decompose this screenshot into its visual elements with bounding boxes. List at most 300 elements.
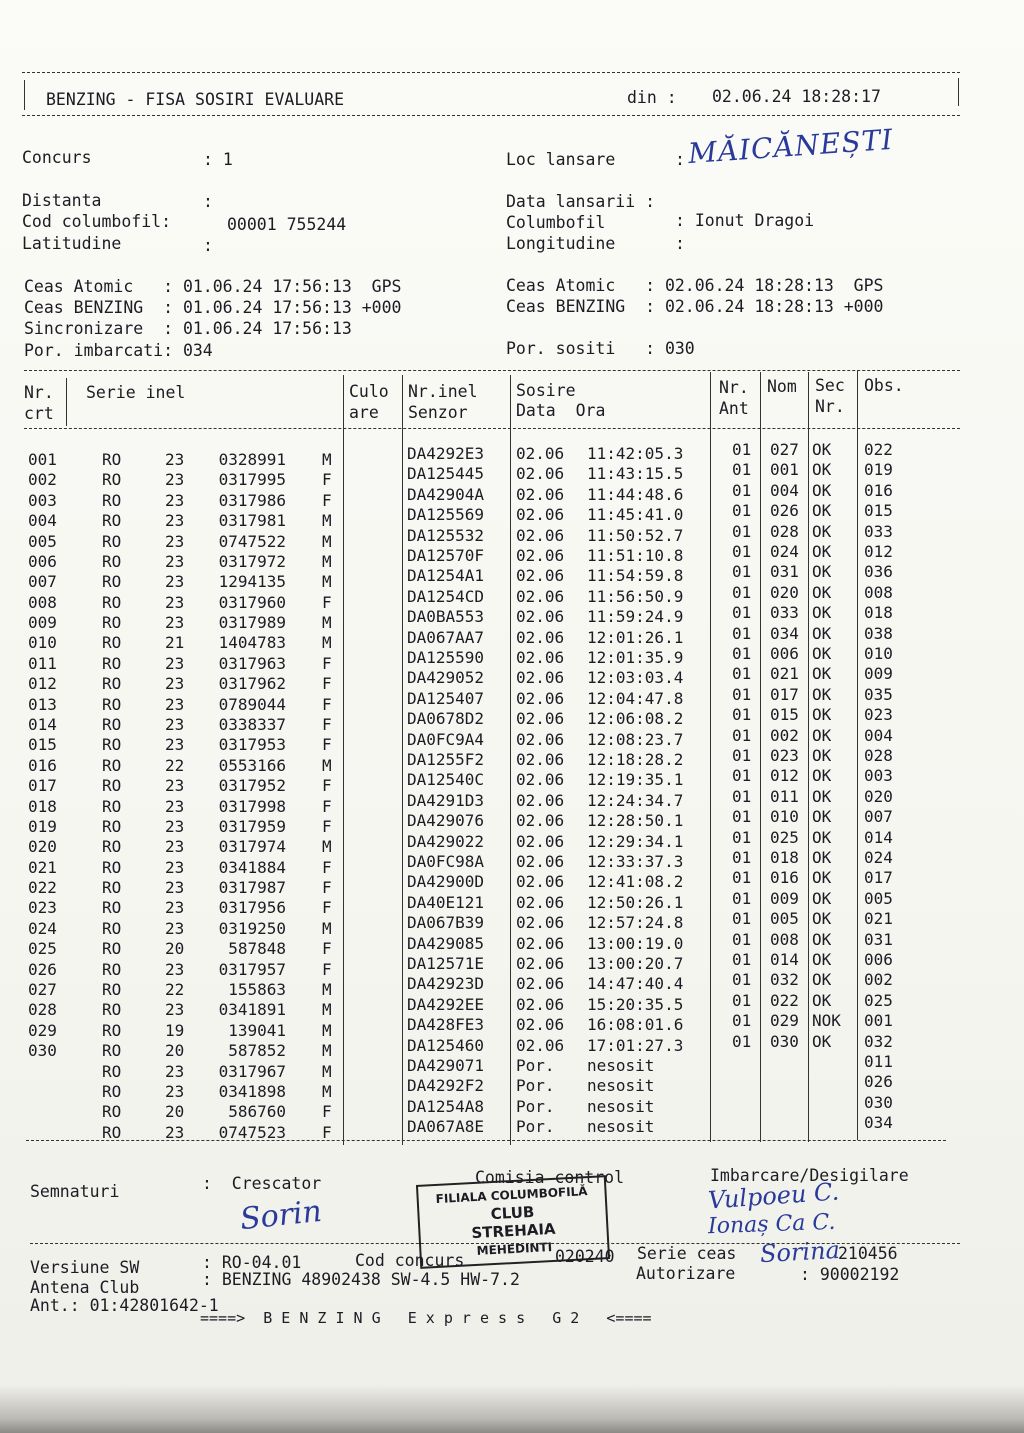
cell-country: RO [102,1041,122,1061]
cell-sec: OK [812,623,832,643]
cell-sex: F [322,959,332,979]
cell-date: 02.06 [516,1015,565,1035]
cell-sex: M [322,918,332,938]
cell-ant: 01 [732,725,752,745]
cell-country: RO [102,490,122,510]
cell-date: 02.06 [516,994,565,1014]
header-nr: Nr. [24,383,54,402]
cell-time: 11:42:05.3 [587,444,684,463]
cell-time: 13:00:20.7 [587,954,684,973]
cell-time: 12:01:35.9 [587,648,684,667]
table-bottom-rule [26,1140,946,1141]
cell-date: 02.06 [516,484,565,504]
cell-sex: F [322,694,332,714]
cell-crt: 008 [28,592,57,612]
cell-time: 11:44:48.6 [587,484,684,504]
cell-nom: 009 [770,888,799,908]
por-imbarcati: Por. imbarcati: 034 [24,341,213,360]
cell-ant: 01 [732,480,752,500]
cell-ring-number: 0317963 [218,653,286,673]
cell-time: 12:50:26.1 [587,892,684,912]
cell-nom: 006 [770,644,799,663]
cell-year: 20 [165,1102,185,1122]
cell-ring-number: 0317957 [218,959,286,979]
cell-sec: OK [812,480,832,500]
cell-year: 23 [165,959,185,979]
cell-ant: 01 [732,950,752,969]
header-bottom-rule [22,115,960,116]
cell-year: 23 [165,735,185,755]
header-serie-inel: Serie inel [86,383,186,402]
header-nom: Nom [767,377,797,396]
distanta-label: Distanta [22,191,102,210]
cell-nom: 021 [770,664,799,684]
cell-time: nesosit [587,1076,655,1096]
cell-country: RO [102,674,122,694]
cell-obs: 022 [864,440,893,459]
cell-sex: M [322,1020,332,1040]
cell-date: 02.06 [516,790,565,810]
cell-time: 12:06:08.2 [587,709,684,729]
cell-obs: 020 [864,786,893,806]
autorizare-value: : 90002192 [800,1265,900,1284]
cell-ring-number: 1294135 [218,572,286,592]
cell-sec: OK [812,990,832,1010]
cell-ring-number: 0341898 [218,1081,286,1101]
cell-crt: 020 [28,837,57,857]
cell-nom: 028 [770,521,799,541]
cell-senzor: DA125532 [407,525,485,545]
cell-nom: 008 [770,929,799,949]
header-sec-nr: Nr. [815,397,845,416]
cell-country: RO [102,511,122,531]
cell-time: 12:01:26.1 [587,627,684,647]
cell-crt: 007 [28,572,57,592]
cell-year: 23 [165,572,185,592]
cell-sex: F [322,939,332,959]
cell-country: RO [102,735,122,755]
cell-sec: OK [812,460,832,480]
cell-year: 23 [165,450,185,469]
cell-sex: M [322,1041,332,1061]
cell-nom: 027 [770,440,799,459]
cell-obs: 003 [864,766,893,786]
cell-senzor: DA12540C [407,770,485,790]
cell-obs: 018 [864,603,893,623]
cell-crt: 023 [28,898,57,918]
cell-year: 23 [165,918,185,938]
cell-ant: 01 [732,827,752,847]
cell-crt: 028 [28,1000,57,1020]
cell-time: 11:59:24.9 [587,607,684,627]
cell-nom: 012 [770,766,799,786]
cell-sec: OK [812,501,832,521]
cell-senzor: DA429022 [407,831,485,851]
cell-time: nesosit [587,1056,655,1075]
cell-nom: 016 [770,868,799,888]
cell-date: 02.06 [516,607,565,627]
cell-time: 12:57:24.8 [587,913,684,933]
ceas-benzing-left: Ceas BENZING : 01.06.24 17:56:13 +000 [24,298,402,317]
cell-sec: OK [812,929,832,949]
cell-time: 11:50:52.7 [587,525,684,545]
cell-date: Por. [516,1076,555,1096]
cell-crt: 014 [28,715,57,734]
cell-ant: 01 [732,888,752,908]
cell-sex: M [322,1000,332,1020]
cell-nom: 033 [770,603,799,623]
cell-date: 02.06 [516,668,565,688]
cell-sex: F [322,653,332,673]
cell-date: Por. [516,1096,555,1116]
cell-sec: OK [812,542,832,561]
cell-ant: 01 [732,501,752,521]
cell-crt: 027 [28,980,57,1000]
document-title: BENZING - FISA SOSIRI EVALUARE [46,90,345,109]
cell-ring-number: 0317956 [218,898,286,918]
cell-date: 02.06 [516,648,565,667]
cell-year: 23 [165,1081,185,1101]
cell-ring-number: 155863 [228,980,286,1000]
cell-obs: 038 [864,623,893,643]
cell-time: 11:54:59.8 [587,566,684,586]
cell-crt: 025 [28,939,57,959]
cell-crt: 019 [28,816,57,836]
cell-senzor: DA067B39 [407,913,485,933]
columbofil-label: Columbofil [506,213,606,232]
cell-year: 23 [165,592,185,612]
cell-sex: M [322,633,332,653]
cell-country: RO [102,572,122,592]
cell-nom: 011 [770,786,799,806]
cell-country: RO [102,715,122,734]
cell-sex: M [322,837,332,857]
cell-nom: 005 [770,909,799,929]
cell-sec: OK [812,746,832,765]
cell-date: Por. [516,1117,555,1137]
imbarcare-label: Imbarcare/Desigilare [710,1166,909,1185]
header-crt: crt [24,404,54,423]
header-left-border [24,80,25,110]
cell-ring-number: 0747523 [218,1122,286,1142]
cell-date: 02.06 [516,627,565,647]
cell-country: RO [102,816,122,836]
cell-country: RO [102,694,122,714]
cell-ant: 01 [732,684,752,704]
cell-ring-number: 0747522 [218,531,286,551]
cell-obs: 005 [864,888,893,908]
col-sep-crt [66,378,67,426]
cell-senzor: DA12570F [407,546,485,565]
cell-obs: 030 [864,1092,893,1112]
cell-ant: 01 [732,1031,752,1051]
cell-country: RO [102,796,122,816]
cell-sec: OK [812,684,832,704]
cell-crt: 015 [28,735,57,755]
cell-sec: OK [812,664,832,684]
cell-senzor: DA125407 [407,688,485,708]
cell-year: 19 [165,1020,185,1040]
header-top-rule [22,72,960,73]
cell-date: 02.06 [516,974,565,994]
cell-senzor: DA0678D2 [407,709,485,729]
cell-crt: 029 [28,1020,57,1040]
cell-date: 02.06 [516,729,565,749]
cell-crt: 017 [28,776,57,796]
cell-obs: 019 [864,460,893,480]
cell-senzor: DA0FC98A [407,852,485,871]
cell-sex: M [322,980,332,1000]
cell-ring-number: 0341884 [218,857,286,877]
cell-year: 23 [165,1122,185,1142]
cell-ring-number: 0317987 [218,878,286,898]
cell-year: 23 [165,511,185,531]
cell-crt: 021 [28,857,57,877]
cell-date: 02.06 [516,566,565,586]
cell-year: 23 [165,796,185,816]
cell-senzor: DA1254CD [407,586,485,606]
cell-ring-number: 0317981 [218,511,286,531]
cell-obs: 026 [864,1072,893,1092]
cell-obs: 011 [864,1052,893,1071]
cell-country: RO [102,959,122,979]
cell-country: RO [102,450,122,469]
por-sositi: Por. sositi : 030 [506,339,695,358]
cell-time: 11:45:41.0 [587,505,684,525]
cell-date: 02.06 [516,464,565,484]
cell-nom: 010 [770,807,799,827]
stamp-line-2: CLUB [490,1202,535,1224]
cell-obs: 034 [864,1113,893,1133]
cell-nom: 017 [770,684,799,704]
cell-time: 14:47:40.4 [587,974,684,994]
cell-year: 23 [165,551,185,571]
cell-ant: 01 [732,970,752,990]
cell-year: 20 [165,1041,185,1061]
data-lansarii-label: Data lansarii : [506,192,656,211]
cell-crt: 026 [28,959,57,979]
cell-ant: 01 [732,746,752,765]
cell-ring-number: 587848 [228,939,286,959]
cell-time: 12:41:08.2 [587,872,684,892]
cell-senzor: DA4292E3 [407,444,485,463]
cell-nom: 024 [770,542,799,561]
cell-country: RO [102,551,122,571]
cell-year: 22 [165,980,185,1000]
cod-concurs-value: 020240 [555,1247,615,1266]
cell-sex: F [322,715,332,734]
cell-ring-number: 0328991 [218,450,286,469]
cell-senzor: DA428FE3 [407,1015,485,1035]
cell-country: RO [102,613,122,633]
cell-ring-number: 0317952 [218,776,286,796]
cell-ring-number: 1404783 [218,633,286,653]
cell-ant: 01 [732,786,752,806]
cell-sec: OK [812,725,832,745]
cell-crt: 010 [28,633,57,653]
cell-ring-number: 0317967 [218,1061,286,1081]
cell-sec: OK [812,603,832,623]
cod-concurs-label: Cod concurs [355,1251,465,1270]
cell-year: 23 [165,776,185,796]
cell-senzor: DA125460 [407,1035,485,1055]
stamp-line-3: STREHAIA [470,1219,556,1243]
cell-senzor: DA429076 [407,811,485,831]
stamp-line-4: MEHEDINTI [476,1239,553,1258]
cell-senzor: DA42904A [407,484,485,504]
cell-country: RO [102,837,122,857]
cell-senzor: DA1254A1 [407,566,485,586]
cell-date: 02.06 [516,892,565,912]
crescator-label: : Crescator [202,1174,322,1193]
cell-ring-number: 586760 [228,1102,286,1122]
distanta-value: : [203,192,213,211]
cell-year: 23 [165,715,185,734]
cell-year: 23 [165,613,185,633]
cell-senzor: DA0BA553 [407,607,485,627]
cell-country: RO [102,1081,122,1101]
cell-sex: F [322,816,332,836]
cell-sec: OK [812,950,832,969]
cell-year: 22 [165,755,185,775]
loc-lansare-colon: : [675,150,685,169]
cell-date: 02.06 [516,505,565,525]
cell-obs: 007 [864,807,893,827]
cell-crt: 018 [28,796,57,816]
cell-senzor: DA4292F2 [407,1076,485,1096]
cell-ring-number: 0317962 [218,674,286,694]
cell-time: nesosit [587,1096,655,1116]
cell-time: 12:33:37.3 [587,852,684,871]
header-ant: Ant [719,399,749,418]
cell-sex: F [322,490,332,510]
cell-sex: M [322,1061,332,1081]
cell-sec: OK [812,705,832,725]
cell-country: RO [102,531,122,551]
latitudine-label: Latitudine [22,234,122,253]
cell-sex: F [322,898,332,918]
cell-obs: 015 [864,501,893,521]
cell-country: RO [102,653,122,673]
cell-sex: F [322,776,332,796]
cell-crt: 006 [28,551,57,571]
cell-obs: 023 [864,705,893,725]
cell-crt: 012 [28,674,57,694]
cell-ant: 01 [732,623,752,643]
serie-ceas-value: 210456 [838,1244,898,1263]
cell-time: 11:51:10.8 [587,546,684,565]
cell-nom: 023 [770,746,799,765]
cell-nom: 018 [770,848,799,867]
cell-nom: 029 [770,1011,799,1031]
cell-sex: M [322,1081,332,1101]
cell-obs: 002 [864,970,893,990]
versiune-value: : RO-04.01 [202,1253,302,1272]
cell-year: 23 [165,1061,185,1081]
din-label: din : [627,88,677,107]
cell-crt: 022 [28,878,57,898]
cell-obs: 012 [864,542,893,561]
longitudine-value: : [675,234,685,253]
cell-sec: OK [812,1031,832,1051]
latitudine-value: : [203,236,213,255]
cell-ring-number: 0317960 [218,592,286,612]
cell-country: RO [102,776,122,796]
cell-obs: 028 [864,746,893,765]
print-datetime: 02.06.24 18:28:17 [712,87,881,106]
cell-sec: OK [812,848,832,867]
cell-senzor: DA125590 [407,648,485,667]
cell-ring-number: 0317986 [218,490,286,510]
cell-nom: 032 [770,970,799,990]
cell-obs: 032 [864,1031,893,1051]
cell-ant: 01 [732,868,752,888]
cell-ant: 01 [732,440,752,459]
cell-obs: 024 [864,848,893,867]
cod-columbofil-value: 00001 755244 [227,215,347,234]
cell-date: 02.06 [516,750,565,769]
cell-ring-number: 0317953 [218,735,286,755]
cell-year: 23 [165,674,185,694]
cell-sex: F [322,1102,332,1122]
sincronizare: Sincronizare : 01.06.24 17:56:13 [24,319,352,338]
cell-date: 02.06 [516,770,565,790]
longitudine-label: Longitudine [506,234,616,253]
cell-country: RO [102,878,122,898]
cell-sex: F [322,878,332,898]
crescator-signature: Sorin [238,1193,324,1238]
cell-sec: OK [812,970,832,990]
cell-obs: 033 [864,521,893,541]
cell-country: RO [102,633,122,653]
cell-ring-number: 0317989 [218,613,286,633]
cell-senzor: DA429085 [407,933,485,953]
cell-crt: 005 [28,531,57,551]
cell-date: 02.06 [516,954,565,973]
cell-time: 13:00:19.0 [587,933,684,953]
ceas-benzing-right: Ceas BENZING : 02.06.24 18:28:13 +000 [506,297,884,316]
cell-ant: 01 [732,603,752,623]
cell-sex: M [322,531,332,551]
cell-ant: 01 [732,460,752,480]
cell-sex: M [322,613,332,633]
cell-country: RO [102,1020,122,1040]
cell-ring-number: 0553166 [218,755,286,775]
cell-ant: 01 [732,909,752,929]
cell-sec: OK [812,440,832,459]
cell-year: 23 [165,816,185,836]
versiune-label: Versiune SW [30,1258,140,1277]
columbofil-value: : Ionut Dragoi [675,211,815,230]
cell-date: 02.06 [516,831,565,851]
cell-ring-number: 0317974 [218,837,286,857]
cell-crt: 002 [28,470,57,490]
cell-year: 23 [165,837,185,857]
cell-crt: 024 [28,918,57,938]
cell-time: 12:08:23.7 [587,729,684,749]
cell-sec: OK [812,644,832,663]
antena-label: Antena Club [30,1278,140,1297]
cell-ring-number: 587852 [228,1041,286,1061]
cell-date: 02.06 [516,546,565,565]
cell-year: 23 [165,470,185,490]
signature-line-3: Sorina [759,1235,841,1269]
cell-date: 02.06 [516,913,565,933]
cell-date: 02.06 [516,688,565,708]
cell-time: 11:43:15.5 [587,464,684,484]
cell-obs: 025 [864,990,893,1010]
table-top-rule [24,370,960,371]
